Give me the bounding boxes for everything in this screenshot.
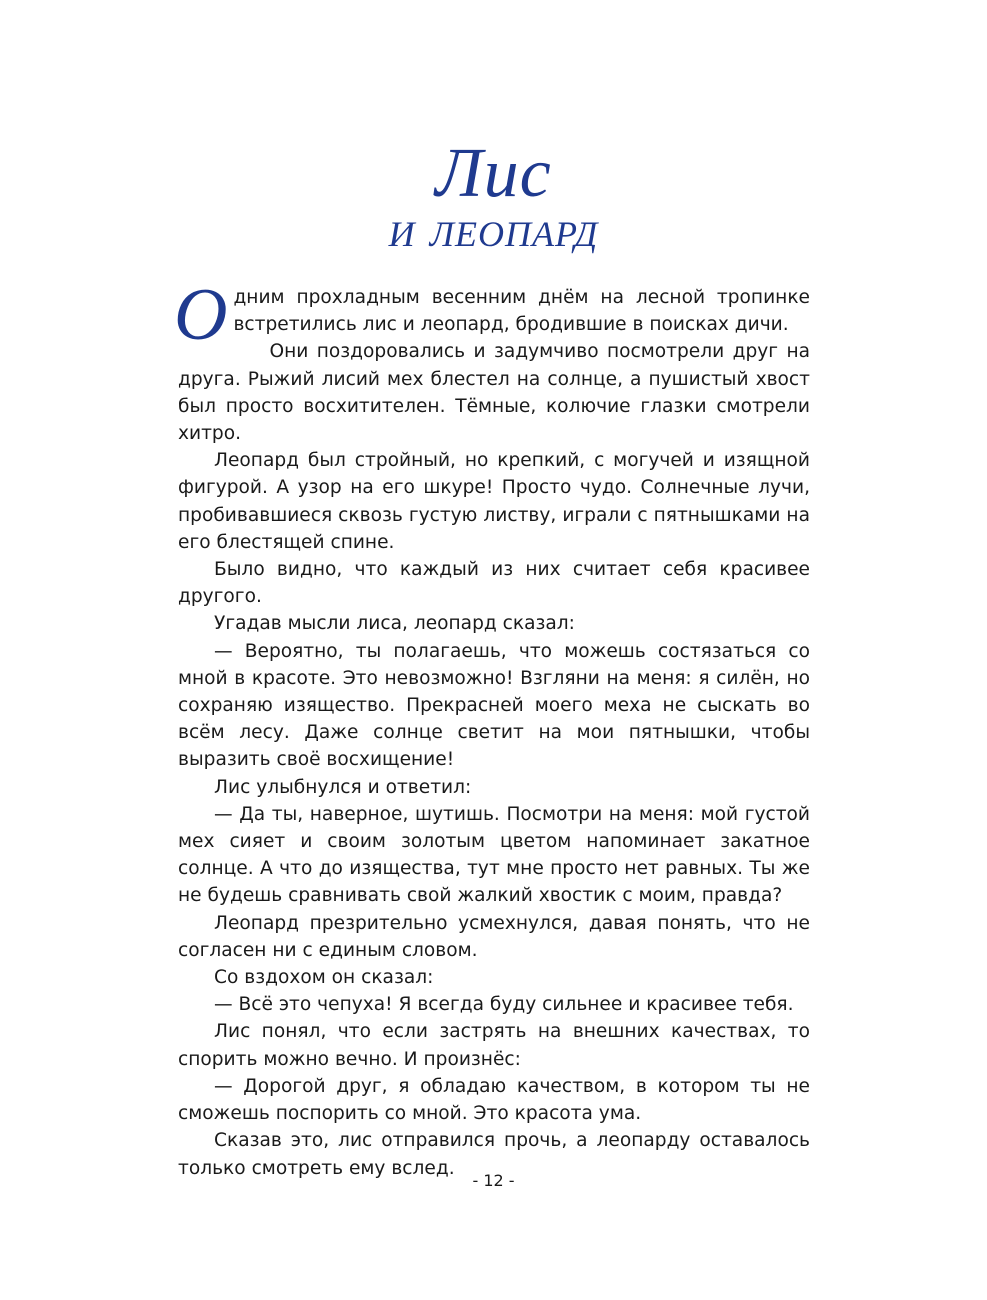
paragraph-8: — Да ты, наверное, шутишь. Посмотри на меня: мой густой мех сияет и своим золотым цветом напоминает закатное солнце. А что до изящества, тут мне просто нет равных. Ты же не будешь сравнивать свой жалкий хвостик с моим, правда? [178, 803, 810, 907]
paragraph-5: Угадав мысли лиса, леопард сказал: [214, 613, 575, 635]
paragraph-3: Леопард был стройный, но крепкий, с могучей и изящной фигурой. А узор на его шкуре! Просто чудо. Солнечные лучи, пробивавшиеся сквозь густую листву, играли с пятнышками на его блестящей спине. [178, 450, 810, 553]
drop-cap: О [174, 274, 228, 356]
paragraph-12: Лис понял, что если застрять на внешних качествах, то спорить можно вечно. И произнёс: [178, 1021, 810, 1070]
paragraph-1-text: дним прохладным весенним днём на лесной тропинке встретились лис и леопард, бродившие в поисках дичи. [233, 287, 810, 336]
page-number: - 12 - [472, 1171, 515, 1190]
paragraph-4: Было видно, что каждый из них считает себя красивее другого. [178, 559, 810, 608]
paragraph-2: Они поздоровались и задумчиво посмотрели друг на друга. Рыжий лисий мех блестел на солнце, а пушистый хвост был просто восхитителен. Тёмные, колючие глазки смотрели хитро. [178, 341, 810, 445]
paragraph-9: Леопард презрительно усмехнулся, давая понять, что не согласен ни с единым словом. [178, 912, 810, 961]
paragraph-7: Лис улыбнулся и ответил: [214, 776, 472, 798]
page-title-line-2: и леопард [388, 201, 599, 258]
story-text [174, 274, 810, 1182]
paragraph-6: — Вероятно, ты полагаешь, что можешь состязаться со мной в красоте. Это невозможно! Взгляни на меня: я силён, но сохраняю изящество. Прекрасней моего меха не сыскать во всём лесу. Даже солнце светит на мои пятнышки, чтобы выразить своё восхищение! [178, 640, 810, 771]
paragraph-11: — Всё это чепуха! Я всегда буду сильнее и красивее тебя. [214, 994, 794, 1016]
page-title-line-1: Лис [435, 135, 552, 212]
paragraph-10: Со вздохом он сказал: [214, 967, 434, 989]
paragraph-13: — Дорогой друг, я обладаю качеством, в котором ты не сможешь поспорить со мной. Это красота ума. [178, 1075, 810, 1125]
paragraph-14: Сказав это, лис отправился прочь, а леопарду оставалось только смотреть ему вслед. [178, 1130, 810, 1179]
paragraph-1 [174, 274, 810, 356]
